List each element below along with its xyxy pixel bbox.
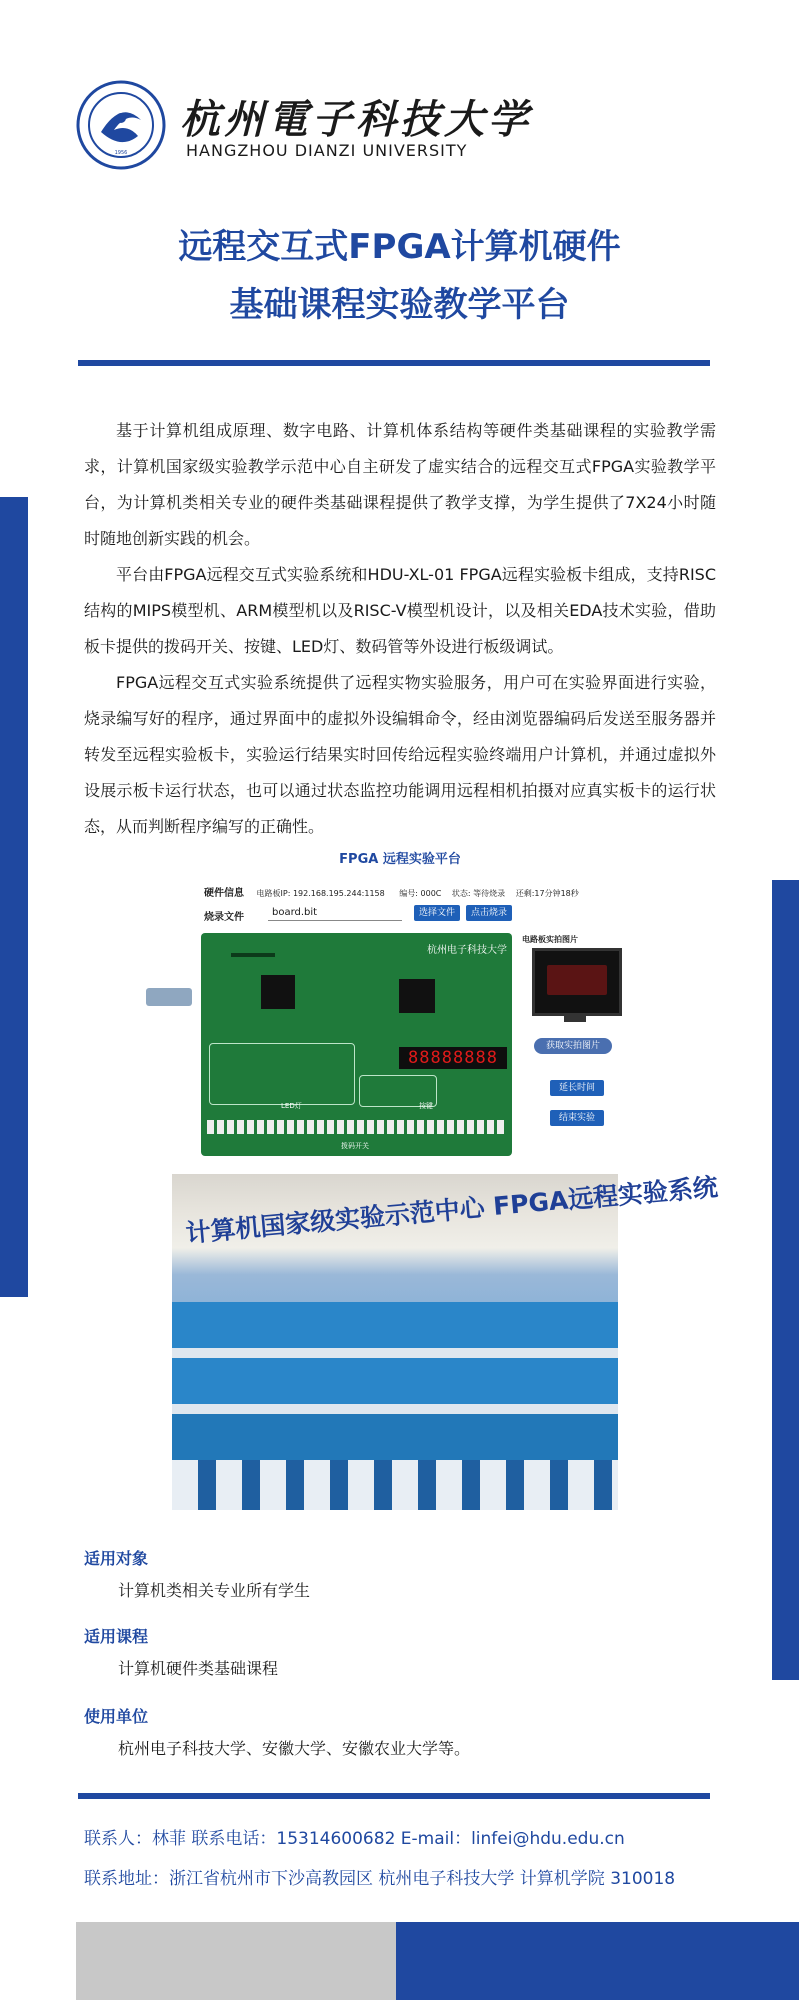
course-value: 计算机硬件类基础课程 xyxy=(118,1659,279,1678)
led-label: LED灯 xyxy=(281,1102,302,1110)
usb-connector xyxy=(146,988,192,1006)
units-value: 杭州电子科技大学、安徽大学、安徽农业大学等。 xyxy=(118,1739,471,1758)
board-title: 杭州电子科技大学 xyxy=(427,945,507,956)
intro-text xyxy=(84,413,716,845)
hw-number: 编号: 000C xyxy=(399,889,442,898)
dip-switch-row xyxy=(207,1119,507,1137)
hw-status: 状态: 等待烧录 xyxy=(451,889,506,898)
units-label: 使用单位 xyxy=(84,1707,149,1726)
board-photo-label: 电路板实拍图片 xyxy=(522,935,578,944)
intro-paragraph-3: FPGA远程交互式实验系统提供了远程实物实验服务，用户可在实验界面进行实验，烧录编写好的程序，通过界面中的虚拟外设编辑命令，经由浏览器编码后发送至服务器并转发至远程实验板卡，实验运行结果实时回传给远程实验终端用户计算机，并通过虚拟外设展示板卡运行状态，也可以通过状态监控功能调用远程相机拍摄对应真实板卡的运行状态，从而判断程序编写的正确性。 xyxy=(84,673,716,836)
title-line-2: 基础课程实验教学平台 xyxy=(229,285,570,325)
lab-photo xyxy=(172,1172,719,1510)
burn-label: 烧录文件 xyxy=(204,912,244,923)
led-area xyxy=(209,1043,355,1105)
chip xyxy=(261,975,295,1009)
header-pins xyxy=(231,953,275,957)
seven-segment-display: 88888888 xyxy=(399,1047,507,1069)
shelf-edge xyxy=(172,1404,618,1414)
burn-button[interactable]: 点击烧录 xyxy=(466,905,512,921)
contact-line-2: 联系地址：浙江省杭州市下沙高教园区 杭州电子科技大学 计算机学院 310018 xyxy=(84,1869,676,1889)
contact-line-1: 联系人：林菲 联系电话：15314600682 E-mail：linfei@hdu.edu.cn xyxy=(84,1829,625,1849)
chip xyxy=(399,979,435,1013)
course-label: 适用课程 xyxy=(84,1627,149,1646)
bottom-divider xyxy=(78,1793,710,1799)
page-title xyxy=(0,218,799,334)
dip-switch-label: 拨码开关 xyxy=(341,1142,369,1150)
hw-label: 硬件信息 xyxy=(204,888,244,899)
platform-screenshot xyxy=(160,848,640,1168)
hardware-info-row xyxy=(204,884,579,899)
intro-paragraph-1: 基于计算机组成原理、数字电路、计算机体系结构等硬件类基础课程的实验教学需求，计算机国家级实验教学示范中心自主研发了虚实结合的远程交互式FPGA实验教学平台，为计算机类相关专业的硬件类基础课程提供了教学支撑，为学生提供了7X24小时随时随地创新实践的机会。 xyxy=(84,421,716,548)
end-experiment-button[interactable]: 结束实验 xyxy=(550,1110,604,1126)
svg-text:1956: 1956 xyxy=(114,150,128,156)
top-divider xyxy=(78,360,710,366)
file-input[interactable]: board.bit xyxy=(268,905,402,921)
hw-ip: 电路板IP: 192.168.195.244:1158 xyxy=(256,889,385,898)
footer-blue-block xyxy=(396,1922,799,2000)
university-name-cn: 杭州電子科技大学 xyxy=(180,96,532,143)
select-file-button[interactable]: 选择文件 xyxy=(414,905,460,921)
platform-title: FPGA 远程实验平台 xyxy=(339,852,461,867)
audience-value: 计算机类相关专业所有学生 xyxy=(118,1581,311,1600)
monitor-stand xyxy=(564,1014,586,1022)
get-photo-button[interactable]: 获取实拍图片 xyxy=(534,1038,612,1054)
title-line-1: 远程交互式FPGA计算机硬件 xyxy=(178,227,621,267)
left-side-bar xyxy=(0,497,28,1297)
university-seal-logo xyxy=(76,80,166,170)
board-photo-monitor xyxy=(532,948,622,1016)
lab-banner-text: 计算机国家级实验示范中心 FPGA远程实验系统 xyxy=(184,1172,719,1248)
shelf xyxy=(172,1358,618,1404)
intro-paragraph-2: 平台由FPGA远程交互式实验系统和HDU-XL-01 FPGA远程实验板卡组成，支持RISC结构的MIPS模型机、ARM模型机以及RISC-V模型机设计，以及相关EDA技术实验，借助板卡提供的拨码开关、按键、LED灯、数码管等外设进行板级调试。 xyxy=(84,565,716,656)
shelf-edge xyxy=(172,1348,618,1358)
cabinet-doors xyxy=(172,1460,618,1510)
key-label: 按键 xyxy=(419,1102,433,1110)
audience-label: 适用对象 xyxy=(84,1549,149,1568)
extend-time-button[interactable]: 延长时间 xyxy=(550,1080,604,1096)
fpga-board xyxy=(201,933,512,1156)
shelf xyxy=(172,1302,618,1348)
shelf xyxy=(172,1414,618,1460)
right-side-bar xyxy=(772,880,799,1680)
hw-time-left: 还剩:17分钟18秒 xyxy=(515,889,579,898)
footer-gray-block xyxy=(76,1922,396,2000)
university-name-en: HANGZHOU DIANZI UNIVERSITY xyxy=(186,141,468,160)
